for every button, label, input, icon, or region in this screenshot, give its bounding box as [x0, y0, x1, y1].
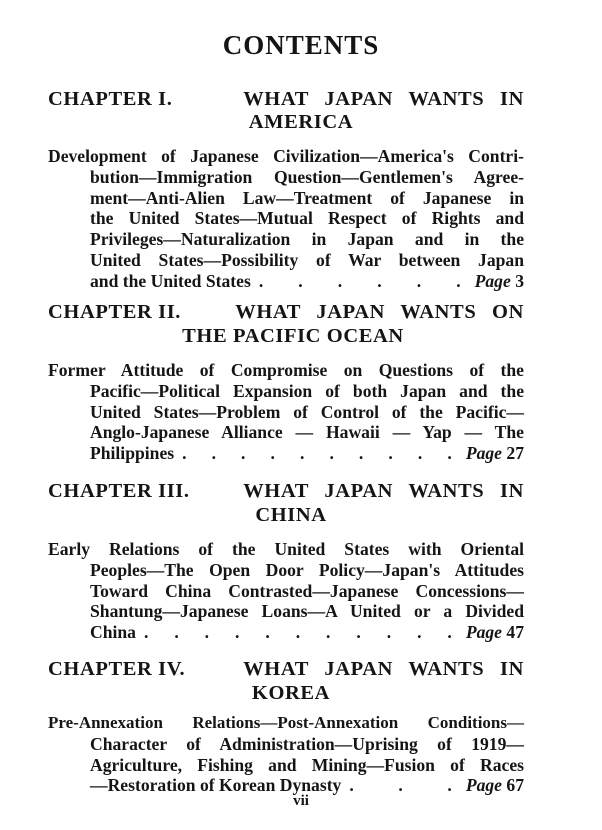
description-line: ment—Anti-Alien Law—Treatment of Japanese in: [90, 187, 524, 208]
page-word: Page: [465, 775, 502, 796]
page-word: Page: [465, 443, 502, 464]
chapter-title-continued: CHINA: [255, 504, 327, 526]
page-reference: [466, 443, 524, 464]
chapter-label: CHAPTER IV.: [48, 658, 186, 680]
description-line: Pacific—Political Expansion of both Japan and the: [90, 380, 524, 401]
page-number: 3: [515, 270, 524, 291]
description-line: —Restoration of Korean Dynasty: [90, 775, 342, 796]
chapter-label: CHAPTER I.: [48, 88, 173, 110]
chapter-label: CHAPTER II.: [48, 301, 182, 323]
description-line: Development of Japanese Civilization—America's Contri-: [48, 146, 524, 166]
description-line: United States—Possibility of War between Japan: [90, 249, 524, 270]
description-last-line: [48, 271, 524, 292]
description-line: Privileges—Naturalization in Japan and in the: [90, 229, 524, 250]
page-reference: [466, 622, 524, 643]
page-number: 67: [506, 775, 524, 796]
description-line: Shantung—Japanese Loans—A United or a Divided: [90, 601, 524, 622]
description-line: Early Relations of the United States with Oriental: [48, 539, 524, 559]
chapter-title-continued: THE PACIFIC OCEAN: [182, 325, 404, 347]
description-line: Former Attitude of Compromise on Questions of the: [48, 360, 524, 380]
page-title: CONTENTS: [222, 30, 380, 60]
description-line: Toward China Contrasted—Japanese Concessions—: [90, 580, 524, 601]
description-line: and the United States: [90, 270, 251, 291]
description-line: the United States—Mutual Respect of Rights and: [90, 208, 524, 229]
description-line: Philippines: [90, 443, 175, 464]
page-reference: [475, 271, 524, 292]
description-line: China: [90, 622, 136, 643]
description-line: Character of Administration—Uprising of 1919—: [90, 733, 524, 754]
chapter-heading: [48, 301, 524, 324]
chapter-title: WHAT JAPAN WANTS IN: [243, 88, 524, 110]
page-word: Page: [474, 270, 511, 291]
chapter-description: [48, 146, 524, 292]
chapter-title: WHAT JAPAN WANTS ON: [235, 301, 524, 323]
page-word: Page: [465, 622, 502, 643]
description-line: Anglo-Japanese Alliance — Hawaii — Yap — The: [90, 422, 524, 443]
chapter-heading: [48, 88, 524, 111]
dot-leader: . . .: [349, 775, 452, 796]
chapter-description: [48, 539, 524, 643]
page-number: 47: [506, 622, 524, 643]
dot-leader: . . . . . . . . . .: [182, 443, 452, 464]
chapter-description: [48, 713, 524, 796]
description-line: United States—Problem of Control of the Pacific—: [90, 401, 524, 422]
chapter-title-continued: AMERICA: [248, 111, 354, 133]
description-line: Pre-Annexation Relations—Post-Annexation Conditions—: [48, 713, 524, 732]
chapter-label: CHAPTER III.: [48, 480, 190, 502]
description-line: bution—Immigration Question—Gentlemen's Agree-: [90, 166, 524, 187]
dot-leader: . . . . . . . . . . .: [143, 622, 452, 643]
description-line: Peoples—The Open Door Policy—Japan's Attitudes: [90, 559, 524, 580]
page-number: 27: [506, 443, 524, 464]
chapter-title-continued: KOREA: [251, 682, 331, 704]
chapter-description: [48, 360, 524, 464]
description-line: Agriculture, Fishing and Mining—Fusion of Races: [90, 754, 524, 775]
chapter-heading: [48, 658, 524, 681]
description-last-line: [48, 622, 524, 643]
description-last-line: [48, 443, 524, 464]
chapter-title: WHAT JAPAN WANTS IN: [243, 480, 524, 502]
chapter-heading: [48, 480, 524, 503]
chapter-title: WHAT JAPAN WANTS IN: [243, 658, 524, 680]
page-folio: vii: [293, 793, 309, 809]
dot-leader: . . . . . .: [258, 270, 461, 291]
